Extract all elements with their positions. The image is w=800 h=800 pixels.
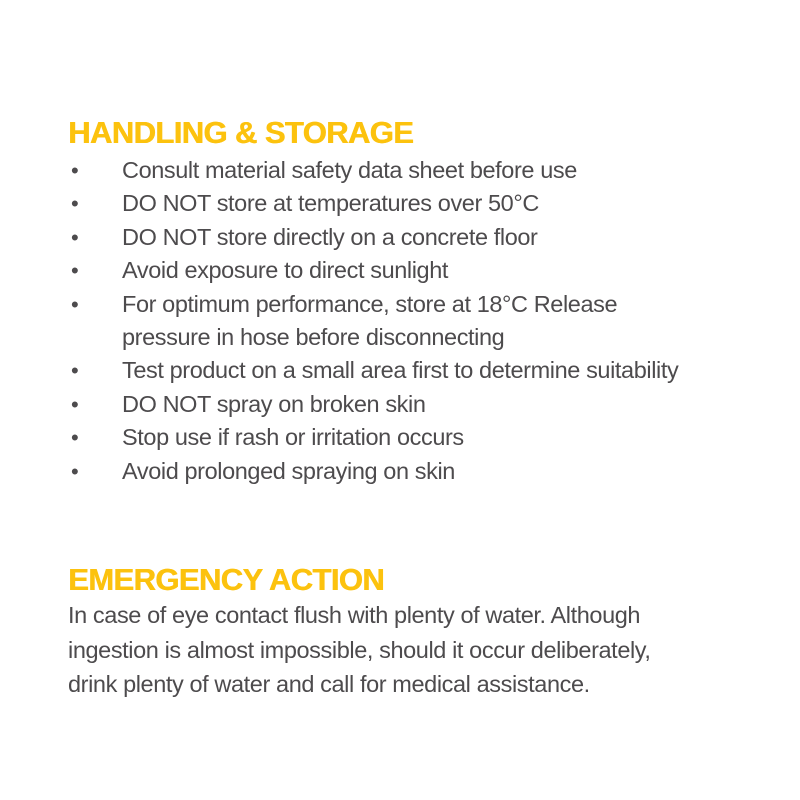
list-line	[68, 388, 780, 421]
list-line-text: DO NOT spray on broken skin	[122, 390, 426, 417]
list-line-text: Stop use if rash or irritation occurs	[122, 424, 464, 451]
paragraph-line: drink plenty of water and call for medical assistance.	[68, 671, 590, 698]
handling-storage-list	[68, 154, 780, 488]
list-line	[68, 254, 780, 287]
list-line-text: Test product on a small area first to determine suitability	[122, 357, 679, 384]
section-handling-storage	[68, 115, 780, 488]
list-line-text: For optimum performance, store at 18°C Release	[122, 290, 618, 317]
list-line-text: DO NOT store directly on a concrete floor	[122, 223, 538, 250]
bullet-icon: •	[71, 291, 79, 317]
list-line-continuation	[68, 321, 780, 354]
list-line	[68, 354, 780, 387]
label-content	[68, 115, 780, 702]
list-line	[68, 154, 780, 187]
bullet-icon: •	[71, 191, 79, 217]
list-line-text: Consult material safety data sheet before use	[122, 157, 577, 183]
emergency-action-heading: EMERGENCY ACTION	[68, 562, 384, 598]
list-line	[68, 221, 780, 254]
bullet-icon: •	[71, 224, 79, 250]
bullet-icon: •	[71, 391, 79, 417]
list-line	[68, 455, 780, 488]
list-line	[68, 288, 780, 321]
bullet-icon: •	[71, 458, 79, 484]
list-line-text: DO NOT store at temperatures over 50°C	[122, 190, 539, 217]
section-emergency-action	[68, 562, 780, 702]
bullet-icon: •	[71, 158, 79, 183]
list-line-text: pressure in hose before disconnecting	[122, 324, 505, 351]
paragraph-line: ingestion is almost impossible, should it occur deliberately,	[68, 636, 651, 663]
list-line	[68, 187, 780, 220]
list-line-text: Avoid prolonged spraying on skin	[122, 457, 455, 484]
paragraph-line: In case of eye contact flush with plenty of water. Although	[68, 602, 641, 629]
emergency-action-paragraph	[68, 598, 780, 702]
handling-storage-heading: HANDLING & STORAGE	[68, 115, 414, 150]
bullet-icon: •	[71, 358, 79, 384]
bullet-icon: •	[71, 258, 79, 284]
list-line-text: Avoid exposure to direct sunlight	[122, 257, 449, 284]
bullet-icon: •	[71, 425, 79, 451]
list-line	[68, 421, 780, 454]
